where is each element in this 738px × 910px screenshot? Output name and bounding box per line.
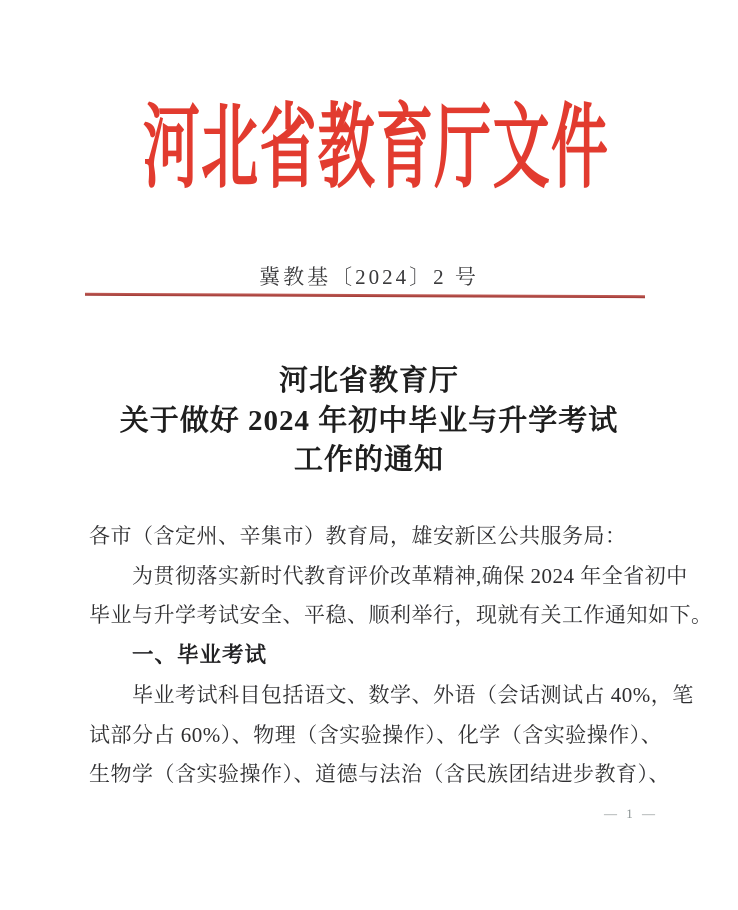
body-line: 毕业与升学考试安全、平稳、顺利举行，现就有关工作通知如下。: [89, 603, 713, 628]
body-line: 生物学（含实验操作）、道德与法治（含民族团结进步教育）、: [89, 762, 670, 787]
title-line: 关于做好 2024 年初中毕业与升学考试: [119, 404, 619, 437]
document-masthead: [0, 96, 738, 200]
document-title: [0, 362, 738, 481]
title-line: 河北省教育厅: [278, 365, 459, 397]
masthead-text: 河北省教育厅文件: [142, 97, 610, 199]
doc-number: 冀教基〔2024〕2 号: [259, 265, 479, 289]
document-body: [89, 517, 713, 795]
body-line: 为贯彻落实新时代教育评价改革精神,确保 2024 年全省初中: [132, 563, 688, 588]
body-line: 一、毕业考试: [132, 643, 268, 668]
red-divider-line: [85, 293, 645, 298]
title-line: 工作的通知: [293, 444, 444, 476]
body-line: 试部分占 60%）、物理（含实验操作）、化学（含实验操作）、: [89, 722, 663, 747]
page-number: — 1 —: [604, 806, 658, 821]
body-line: 毕业考试科目包括语文、数学、外语（会话测试占 40%，笔: [132, 682, 694, 707]
body-line: 各市（含定州、辛集市）教育局，雄安新区公共服务局：: [89, 524, 627, 548]
